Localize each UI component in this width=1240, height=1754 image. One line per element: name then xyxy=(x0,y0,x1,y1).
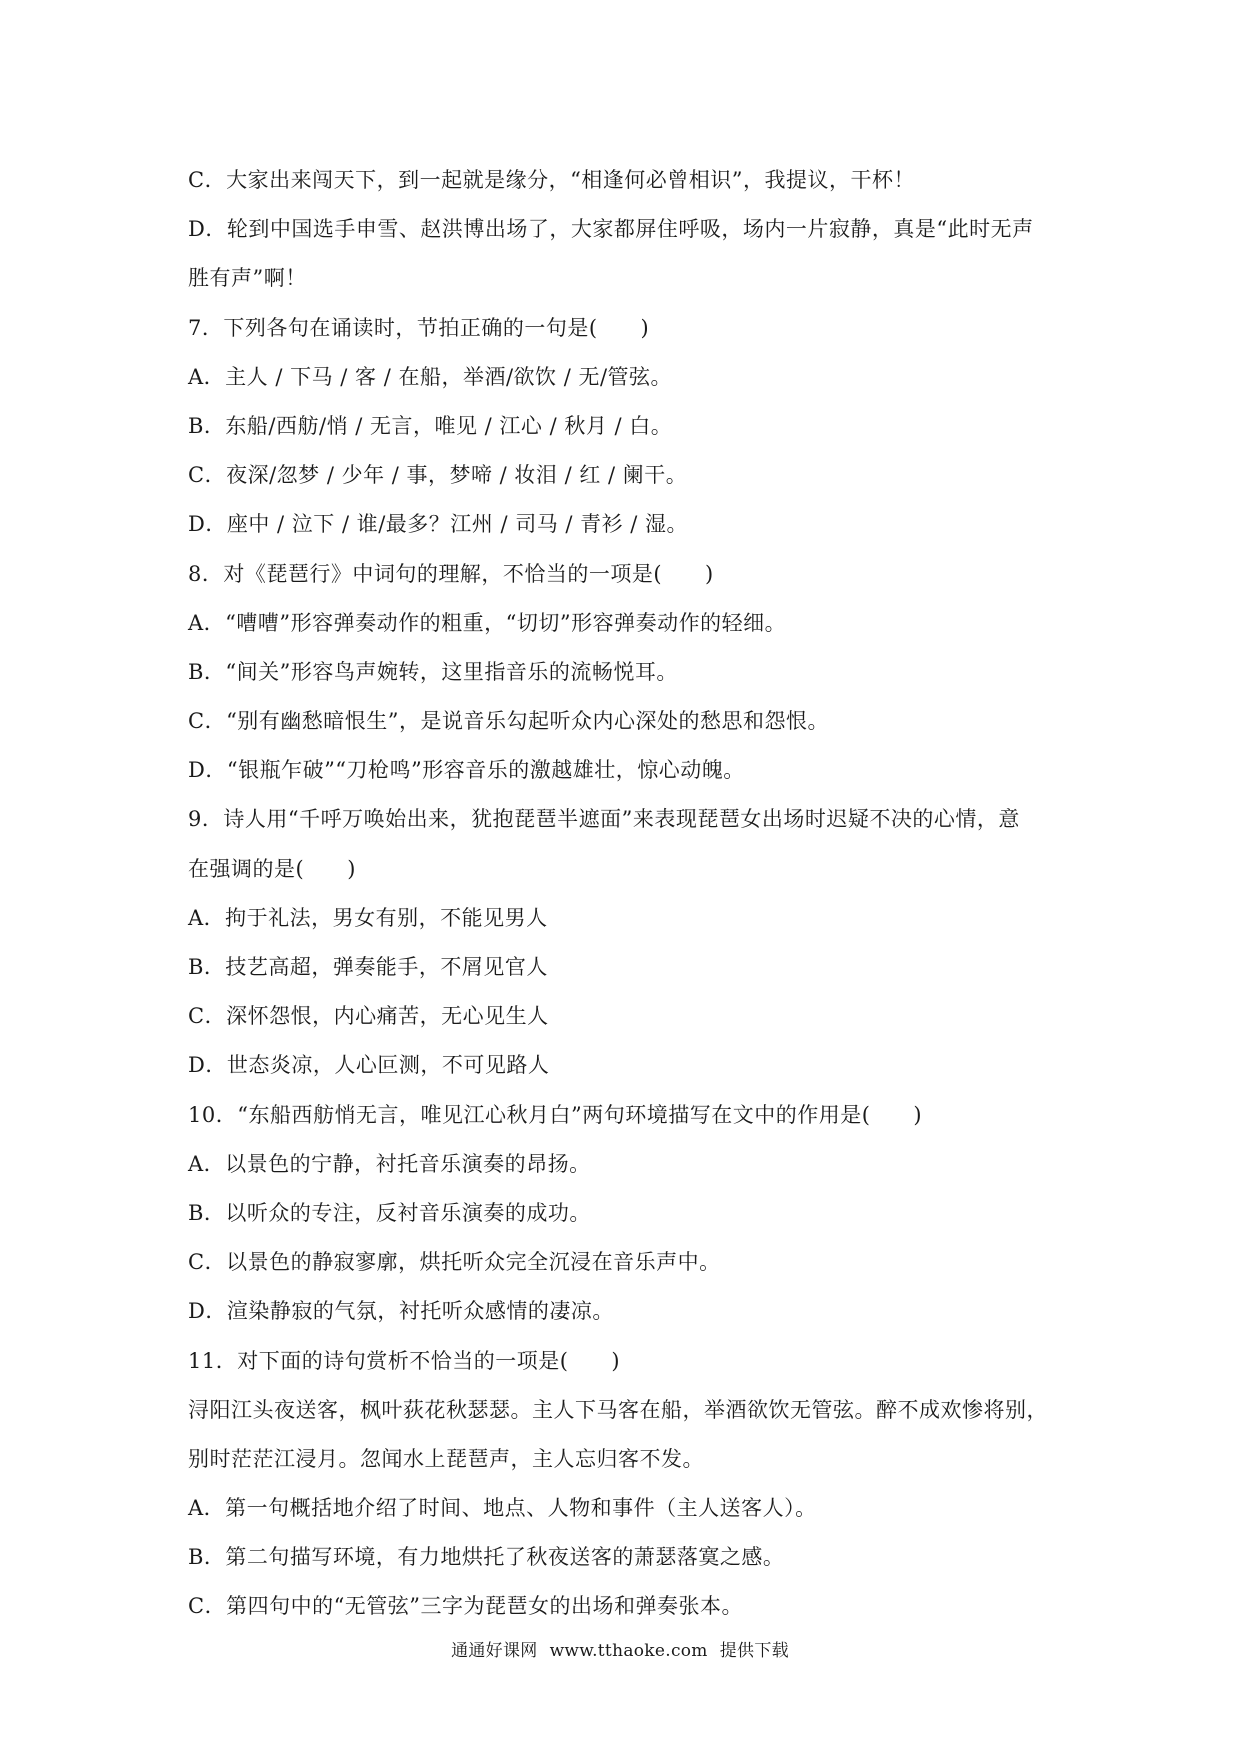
option-line: B．以听众的专注，反衬音乐演奏的成功。 xyxy=(188,1200,591,1225)
option-line: A．“嘈嘈”形容弹奏动作的粗重，“切切”形容弹奏动作的轻细。 xyxy=(188,610,787,635)
option-line: A．主人 / 下马 / 客 / 在船，举酒/欲饮 / 无/管弦。 xyxy=(188,364,673,389)
text-line: D．轮到中国选手申雪、赵洪博出场了，大家都屏住呼吸，场内一片寂静，真是“此时无声 xyxy=(188,217,1034,242)
footer-url: www.tthaoke.com xyxy=(549,1641,708,1661)
option-line: B．第二句描写环境，有力地烘托了秋夜送客的萧瑟落寞之感。 xyxy=(188,1545,785,1570)
text-line: 胜有声”啊！ xyxy=(188,266,307,291)
question-9-stem-cont: 在强调的是( ) xyxy=(188,856,356,881)
option-line: D．渲染静寂的气氛，衬托听众感情的凄凉。 xyxy=(188,1299,614,1324)
question-7-stem: 7．下列各句在诵读时，节拍正确的一句是( ) xyxy=(188,315,650,340)
question-8-stem: 8．对《琵琶行》中词句的理解，不恰当的一项是( ) xyxy=(188,561,714,586)
text-line: C．大家出来闯天下，到一起就是缘分，“相逢何必曾相识”，我提议，干杯！ xyxy=(188,168,916,192)
poem-excerpt-line: 别时茫茫江浸月。忽闻水上琵琶声，主人忘归客不发。 xyxy=(188,1446,704,1471)
question-10-stem: 10．“东船西舫悄无言，唯见江心秋月白”两句环境描写在文中的作用是( ) xyxy=(188,1102,923,1127)
question-text xyxy=(188,156,1068,1632)
option-line: D．世态炎凉，人心叵测，不可见路人 xyxy=(188,1053,550,1078)
option-line: B．技艺高超，弹奏能手，不屑见官人 xyxy=(188,955,548,979)
footer-site-name: 通通好课网 xyxy=(451,1641,538,1661)
option-line: D．“银瓶乍破”“刀枪鸣”形容音乐的激越雄壮，惊心动魄。 xyxy=(188,758,745,783)
page-footer xyxy=(0,1636,1240,1661)
poem-excerpt-line: 浔阳江头夜送客，枫叶荻花秋瑟瑟。主人下马客在船，举酒欲饮无管弦。醉不成欢惨将别， xyxy=(188,1397,1048,1422)
question-11-stem: 11．对下面的诗句赏析不恰当的一项是( ) xyxy=(188,1348,621,1373)
option-line: C．“别有幽愁暗恨生”，是说音乐勾起听众内心深处的愁思和怨恨。 xyxy=(188,709,830,734)
option-line: B．“间关”形容鸟声婉转，这里指音乐的流畅悦耳。 xyxy=(188,659,678,684)
option-line: A．第一句概括地介绍了时间、地点、人物和事件（主人送客人）。 xyxy=(188,1496,817,1521)
option-line: C．深怀怨恨，内心痛苦，无心见生人 xyxy=(188,1004,549,1029)
option-line: D．座中 / 泣下 / 谁/最多？江州 / 司马 / 青衫 / 湿。 xyxy=(188,512,689,537)
question-9-stem: 9．诗人用“千呼万唤始出来，犹抱琵琶半遮面”来表现琵琶女出场时迟疑不决的心情，意 xyxy=(188,807,1020,832)
option-line: C．夜深/忽梦 / 少年 / 事，梦啼 / 妆泪 / 红 / 阑干。 xyxy=(188,463,688,488)
option-line: C．以景色的静寂寥廓，烘托听众完全沉浸在音乐声中。 xyxy=(188,1250,721,1275)
option-line: C．第四句中的“无管弦”三字为琵琶女的出场和弹奏张本。 xyxy=(188,1594,744,1619)
option-line: A．以景色的宁静，衬托音乐演奏的昂扬。 xyxy=(188,1151,591,1176)
option-line: B．东船/西舫/悄 / 无言，唯见 / 江心 / 秋月 / 白。 xyxy=(188,413,673,438)
option-line: A．拘于礼法，男女有别，不能见男人 xyxy=(188,905,548,930)
footer-note: 提供下载 xyxy=(719,1641,789,1661)
